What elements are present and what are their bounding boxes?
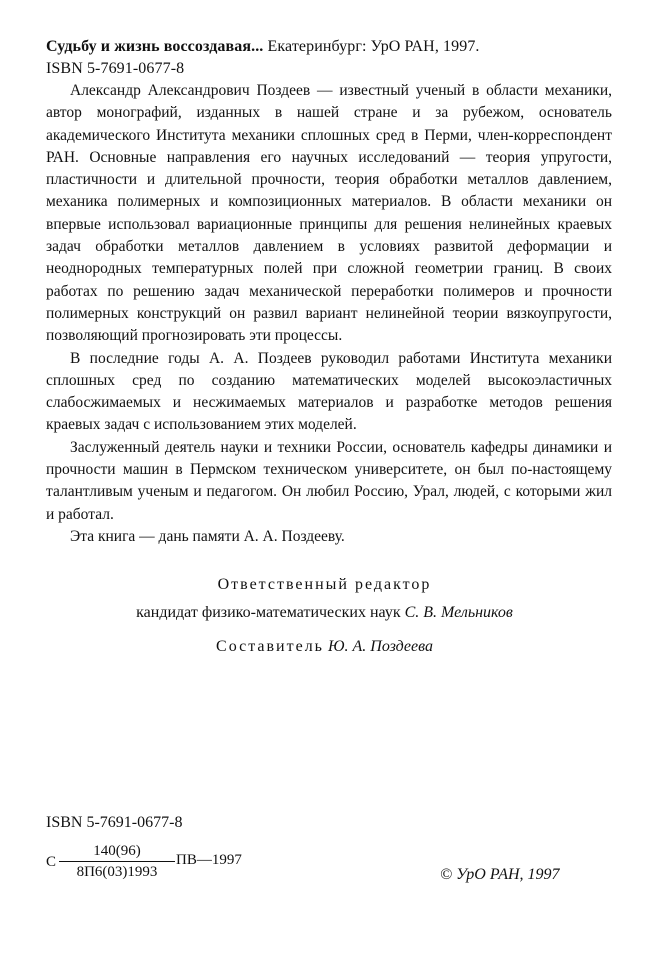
isbn-top: ISBN 5-7691-0677-8 bbox=[46, 60, 185, 77]
isbn-bottom: ISBN 5-7691-0677-8 bbox=[46, 814, 183, 831]
compiler-label: Составитель bbox=[216, 638, 324, 655]
catalog-denominator: 8П6(03)1993 bbox=[76, 864, 158, 880]
editor-line bbox=[0, 604, 649, 622]
catalog-prefix: С bbox=[46, 854, 57, 870]
imprint: Екатеринбург: УрО РАН, 1997. bbox=[267, 38, 480, 55]
editor-heading: Ответственный редактор bbox=[217, 576, 432, 593]
compiler-name: Ю. А. Поздеева bbox=[327, 638, 433, 655]
bibliographic-entry bbox=[46, 36, 612, 80]
compiler-line bbox=[0, 638, 649, 656]
abstract-paragraph: Эта книга — дань памяти А. А. Поздееву. bbox=[70, 527, 345, 545]
catalog-index bbox=[46, 842, 286, 892]
catalog-suffix: ПВ—1997 bbox=[176, 852, 242, 868]
abstract-paragraph: Александр Александрович Поздеев — известный ученый в области механики, автор монографий, изданных в нашей стране и за рубежом, основатель академического Института механики сплошных сред в Перми, член-корреспондент РАН. Основные направления его научных исследований — теория упругости, пластичности и длительной прочности, теория обработки металлов давлением, механика полимерных и композиционных материалов. В области механики он впервые использовал вариационные принципы для решения нелинейных краевых задач обработки металлов давлением в условиях развитой деформации и неоднородных температурных полей при сложной геометрии границ. В своих работах по решению задач механической переработки полимеров и прочности полимерных конструкций он развил вариант нелинейной теории вязкоупругости, позволяющий прогнозировать эти процессы. bbox=[46, 82, 612, 345]
abstract bbox=[46, 80, 612, 548]
editor-degree: кандидат физико-математических наук bbox=[136, 604, 401, 621]
abstract-paragraph: В последние годы А. А. Поздеев руководил работами Института механики сплошных сред по созданию математических моделей высокоэластичных слабосжимаемых и несжимаемых материалов и разработке методов решения краевых задач с использованием этих моделей. bbox=[46, 349, 612, 434]
editor-name: С. В. Мельников bbox=[404, 604, 513, 621]
catalog-numerator: 140(96) bbox=[59, 842, 175, 862]
book-title: Судьбу и жизнь воссоздавая... bbox=[46, 38, 264, 55]
copyright: © УрО РАН, 1997 bbox=[440, 866, 560, 883]
abstract-paragraph: Заслуженный деятель науки и техники России, основатель кафедры динамики и прочности машин в Пермском техническом университете, он был по-настоящему талантливым ученым и педагогом. Он любил Россию, Урал, людей, с которыми жил и работал. bbox=[46, 438, 612, 523]
title-line bbox=[46, 36, 612, 58]
